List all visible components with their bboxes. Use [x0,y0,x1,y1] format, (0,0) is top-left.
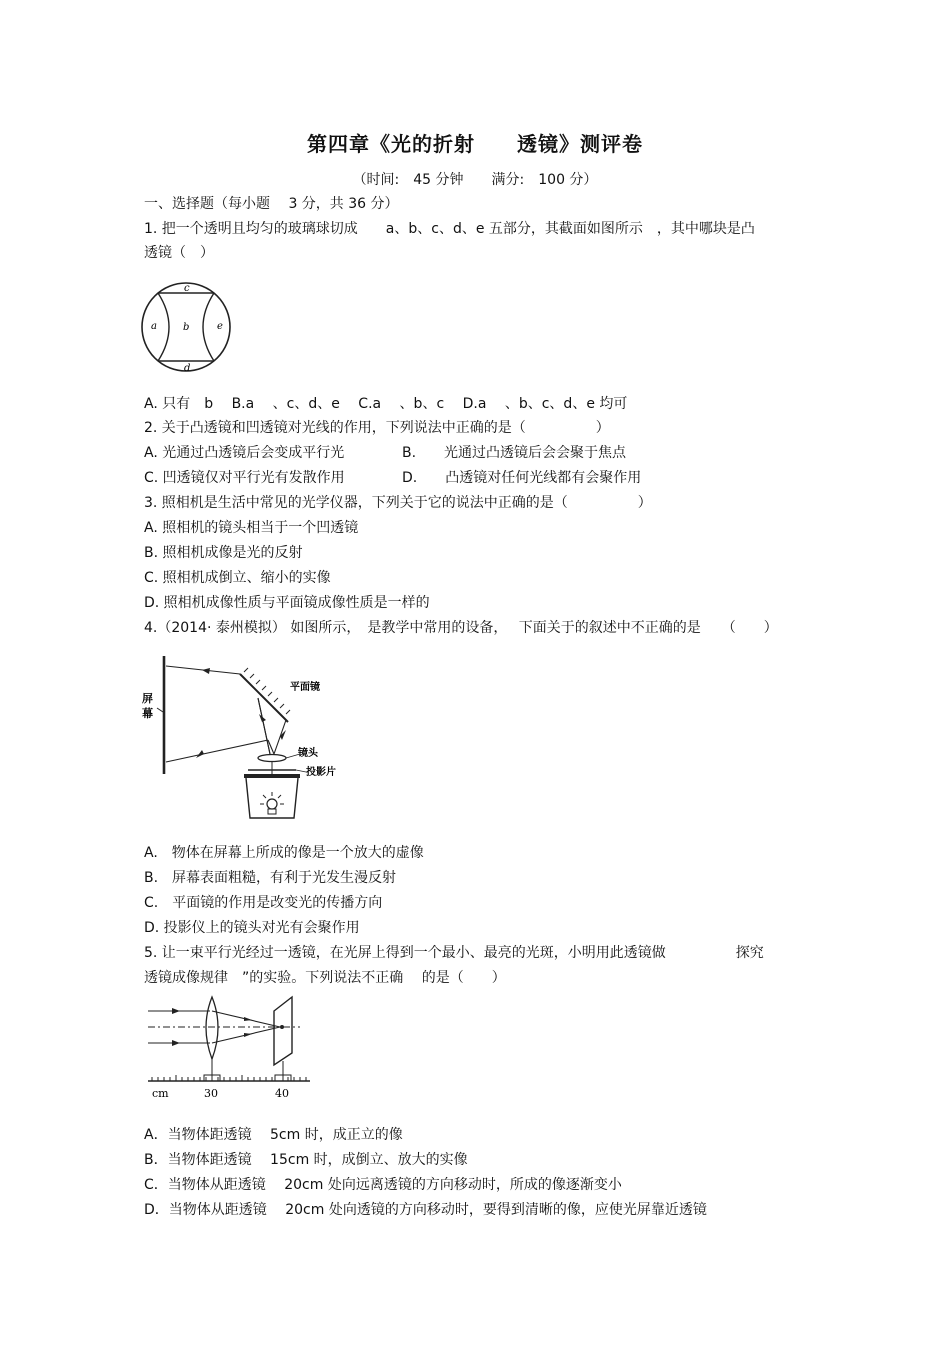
label-a: a [151,321,157,332]
q1-stem-line2: 透镜（ ） [144,245,214,261]
lamp [267,799,277,809]
concave-right [203,293,214,361]
q3-option-b: B. 照相机成像是光的反射 [144,545,303,561]
q1-stem-line1: 1. 把一个透明且均匀的玻璃球切成 a、b、c、d、e 五部分，其截面如图所示 ，其中哪块是凸 [144,221,755,237]
label-screen-top: 屏 [142,692,153,705]
q4-option-b: B. 屏幕表面粗糙，有利于光发生漫反射 [144,870,397,886]
label-lens: 镜头 [298,748,318,759]
concave-left [158,293,169,361]
q2-option-b: B. 光通过凸透镜后会会聚于焦点 [402,445,627,461]
label-screen-bottom: 幕 [142,707,153,720]
label-e: e [217,321,223,332]
q1-options: A. 只有 b B.a 、c、d、e C.a 、b、c D.a 、b、c、d、e 均可 [144,396,628,412]
q4-option-c: C. 平面镜的作用是改变光的传播方向 [144,895,383,911]
q5-option-c: C．当物体从距透镜 20cm 处向远离透镜的方向移动时，所成的像逐渐变小 [144,1177,622,1193]
page-title: 第四章《光的折射 透镜》测评卷 [307,132,643,156]
section-heading: 一、选择题（每小题 3 分，共 36 分） [144,196,399,212]
ruler-tick-40: 40 [275,1087,289,1100]
label-slide: 投影片 [306,767,336,778]
q5-option-b: B．当物体距透镜 15cm 时，成倒立、放大的实像 [144,1152,468,1168]
label-c: c [184,283,190,294]
arrow-bottom [196,750,204,758]
q3-option-d: D. 照相机成像性质与平面镜成像性质是一样的 [144,595,430,611]
q5-lens-bench-figure [140,995,320,1105]
ruler-unit: cm [152,1087,169,1100]
q4-option-a: A. 物体在屏幕上所成的像是一个放大的虚像 [144,845,424,861]
q4-option-d: D. 投影仪上的镜头对光有会聚作用 [144,920,360,936]
q3-option-a: A. 照相机的镜头相当于一个凹透镜 [144,520,359,536]
screen-pointer [157,708,163,712]
light-screen [274,997,292,1065]
q2-option-d: D. 凸透镜对任何光线都有会聚作用 [402,470,642,486]
exam-info: （时间: 45 分钟 满分: 100 分） [352,172,598,188]
q5-stem-line1: 5. 让一束平行光经过一透镜，在光屏上得到一个最小、最亮的光斑，小明用此透镜做 探究 [144,945,764,961]
ruler-ticks [152,1074,306,1081]
q4-stem: 4.（2014· 泰州模拟） 如图所示， 是教学中常用的设备， 下面关于的叙述中不正确的是 （ ） [144,620,778,636]
q5-option-a: A．当物体距透镜 5cm 时，成正立的像 [144,1127,403,1143]
arrow-top [202,668,210,674]
light-spot [280,1025,284,1029]
ruler-tick-30: 30 [204,1087,218,1100]
convex-lens [206,997,218,1059]
q2-option-a: A. 光通过凸透镜后会变成平行光 [144,445,345,461]
plane-mirror [240,674,288,722]
q3-option-c: C. 照相机成倒立、缩小的实像 [144,570,331,586]
projector-lens [258,755,286,762]
q2-option-c: C. 凹透镜仅对平行光有发散作用 [144,470,345,486]
projector-box [246,778,298,818]
beam-bottom [166,740,268,762]
q5-stem-line2: 透镜成像规律 ”的实验。下列说法不正确 的是（ ） [144,970,506,986]
q1-glass-ball-figure [140,280,240,376]
q4-projector-figure [140,650,370,830]
label-d: d [184,363,191,374]
label-b: b [183,322,190,333]
box-rim [244,774,300,778]
q3-stem: 3. 照相机是生活中常见的光学仪器，下列关于它的说法中正确的是（ ） [144,495,652,511]
label-mirror: 平面镜 [290,682,320,693]
q5-option-d: D．当物体从距透镜 20cm 处向透镜的方向移动时，要得到清晰的像，应使光屏靠近透镜 [144,1202,707,1218]
q2-stem: 2. 关于凸透镜和凹透镜对光线的作用，下列说法中正确的是（ ） [144,420,610,436]
